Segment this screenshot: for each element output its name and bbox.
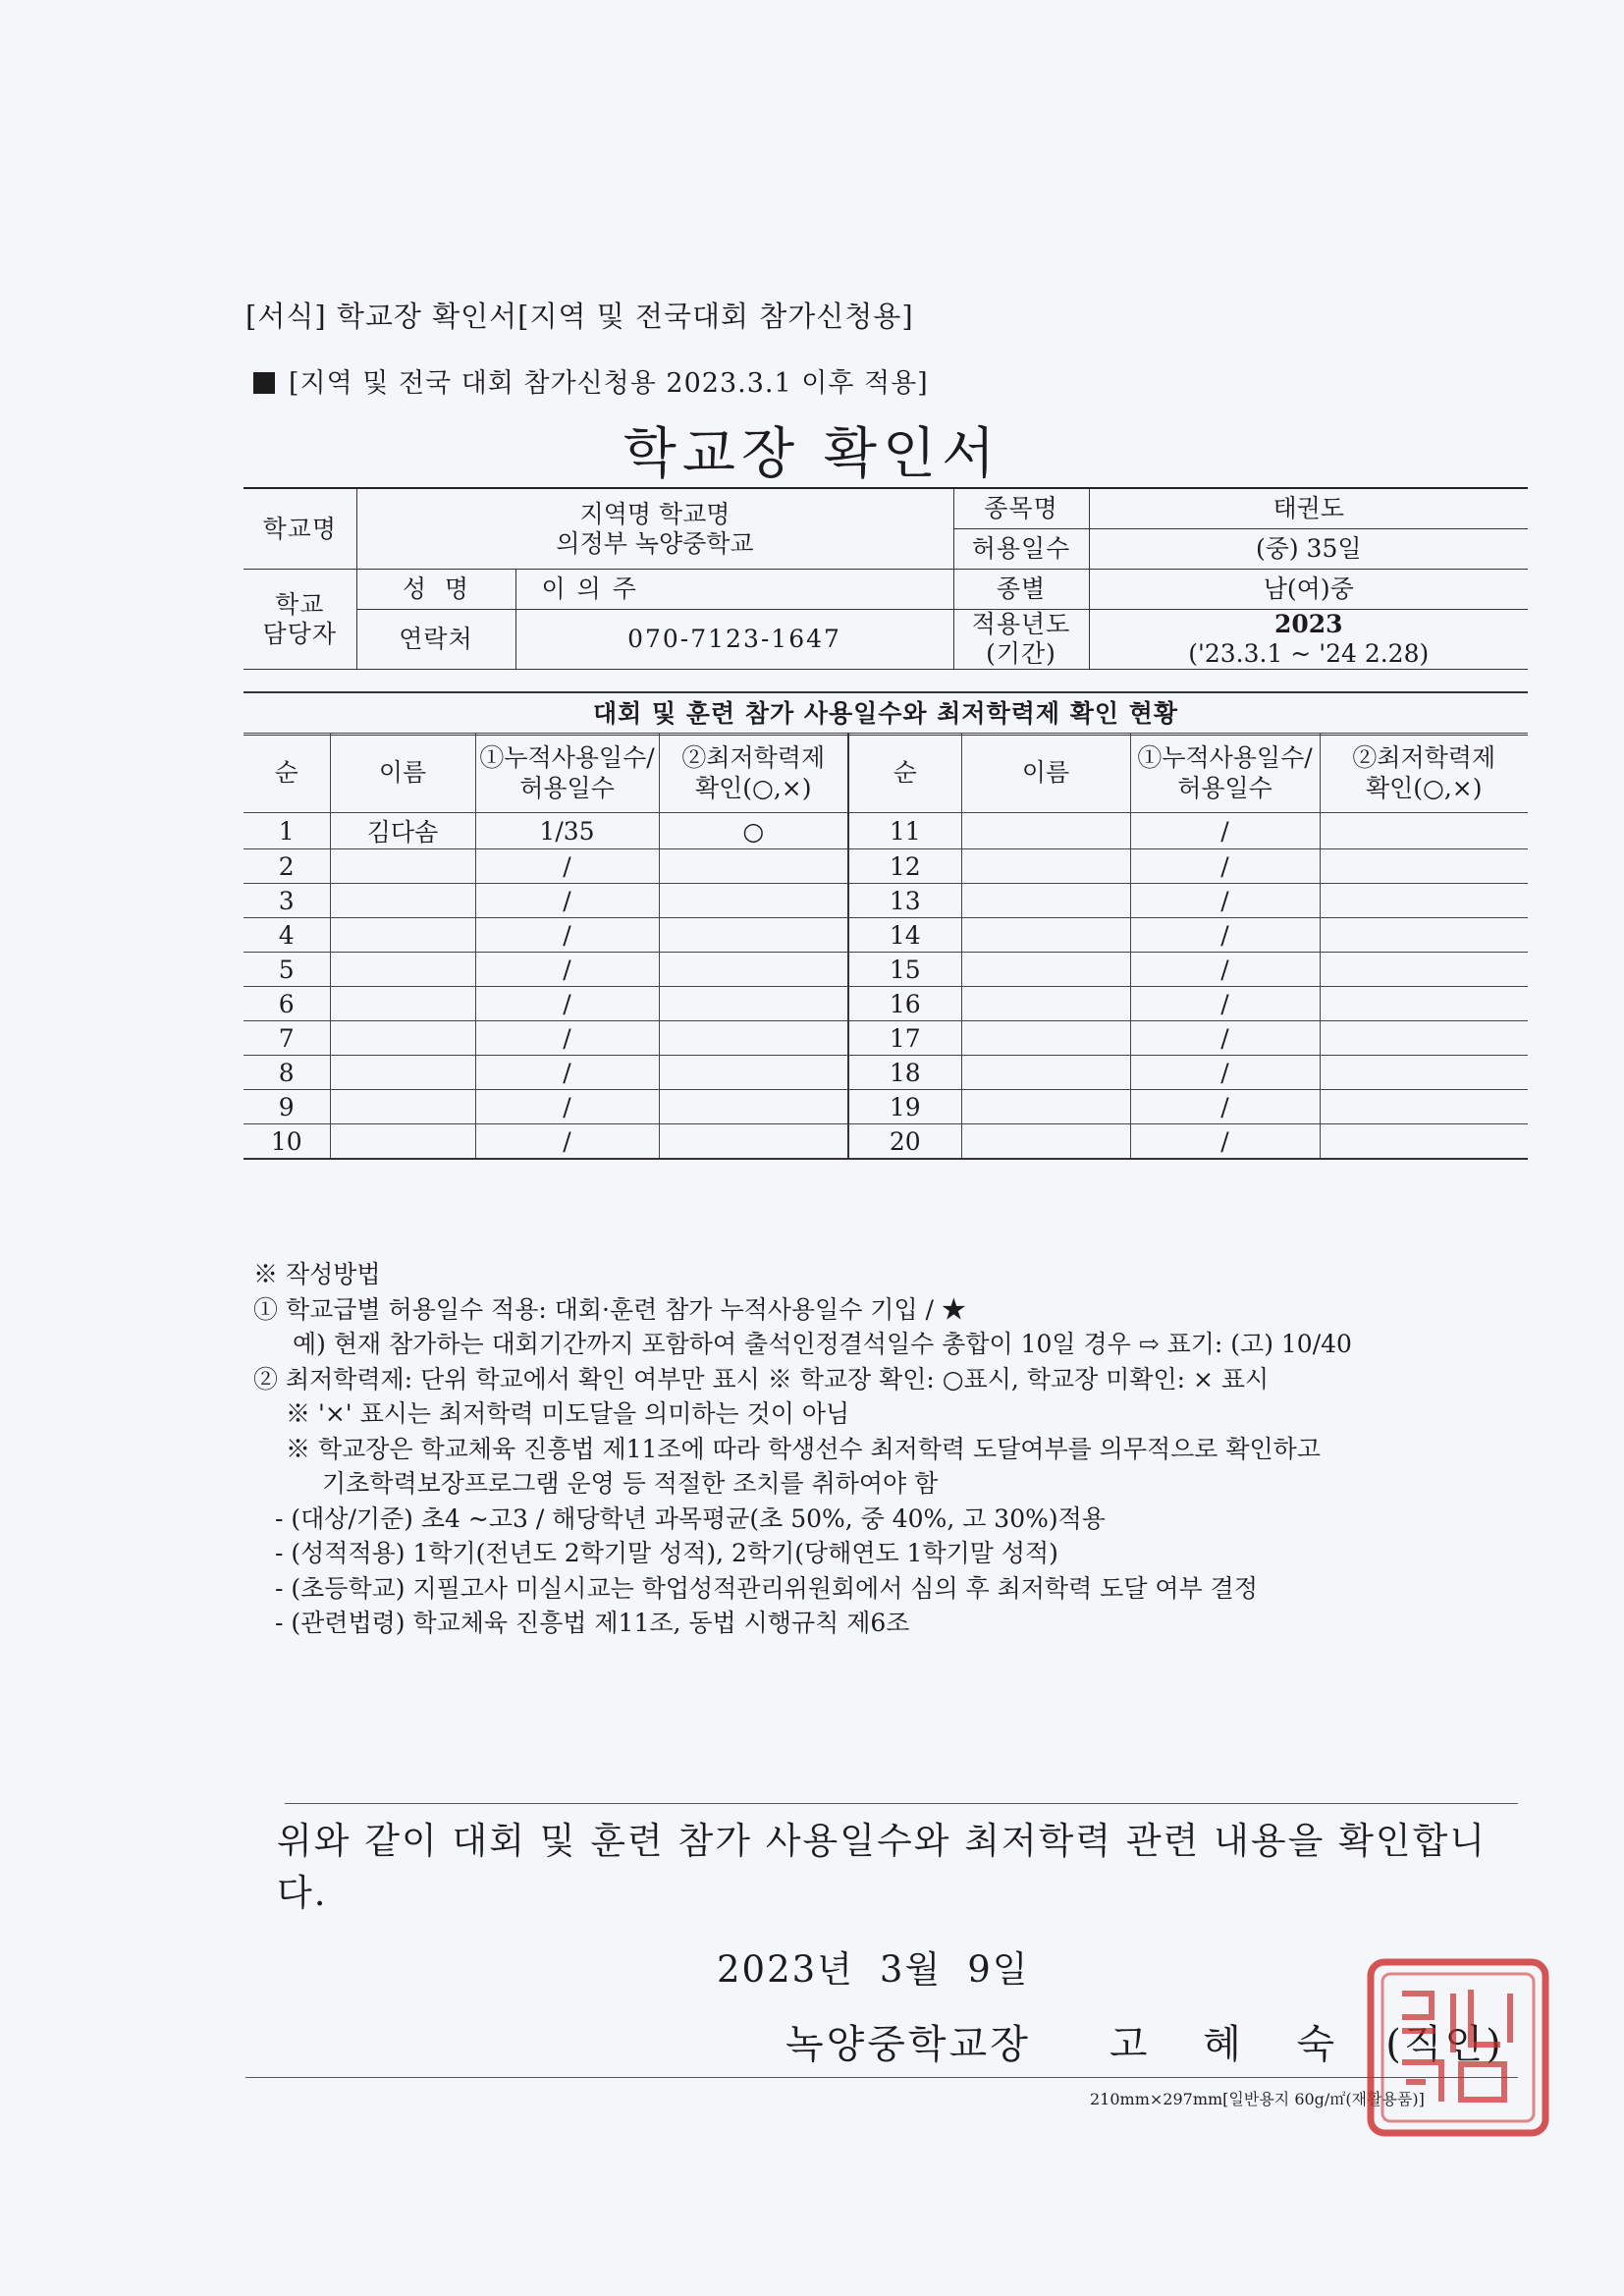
row-name [330,884,475,918]
row-check [1320,918,1528,953]
note-1: ① 학교급별 허용일수 적용: 대회·훈련 참가 누적사용일수 기입 / ★ [253,1294,966,1324]
row-no: 1 [244,813,330,849]
manager-label [244,570,356,670]
row-no: 11 [848,813,961,849]
square-bullet-icon [253,372,275,394]
row-no: 20 [848,1124,961,1160]
name-label: 성 명 [356,570,515,610]
note-2-b-cont: 기초학력보장프로그램 운영 등 적절한 조치를 취하여야 함 [322,1469,939,1498]
row-name [330,1021,475,1056]
instructions [253,1257,1352,1641]
roster-band-title: 대회 및 훈련 참가 사용일수와 최저학력제 확인 현황 [244,691,1528,736]
principal-name: 고 혜 숙 [1109,2022,1357,2067]
row-check [659,1124,848,1160]
row-name [961,1021,1130,1056]
note-2-b: ※ 학교장은 학교체육 진흥법 제11조에 따라 학생선수 최저학력 도달여부를 의무적으로 확인하고 [286,1434,1321,1463]
allowed-days-label: 허용일수 [953,529,1089,570]
year-value: 2023 [1273,610,1343,638]
allowed-days-value: (중) 35일 [1089,529,1528,570]
row-no: 14 [848,918,961,953]
row-days: / [1130,987,1320,1021]
row-name [330,849,475,884]
header-days [475,734,659,813]
row-no: 13 [848,884,961,918]
school-line1: 지역명 학교명 [579,499,731,528]
row-check [659,1090,848,1124]
subtitle-text: [지역 및 전국 대회 참가신청용 2023.3.1 이후 적용] [289,368,929,399]
row-name [961,1124,1130,1160]
row-name [961,813,1130,849]
school-line2: 의정부 녹양중학교 [556,528,754,558]
header-min-2: 확인(○,×) [694,774,812,802]
paper-spec: 210mm×297mm[일반용지 60g/㎡(재활용품)] [1090,2090,1425,2108]
row-check [659,953,848,987]
header-min-2: 확인(○,×) [1365,774,1483,802]
detail-4: - (관련법령) 학교체육 진흥법 제11조, 동법 시행규칙 제6조 [275,1609,910,1637]
row-check [1320,884,1528,918]
row-name [961,1056,1130,1090]
header-min [659,734,848,813]
note-1-example: 예) 현재 참가하는 대회기간까지 포함하여 출석인정결석일수 총합이 10일 경우 ⇨ 표기: (고) 10/40 [293,1330,1352,1358]
contact-label: 연락처 [356,610,515,670]
row-check [1320,987,1528,1021]
row-check [1320,1056,1528,1090]
school-info-table [244,487,1528,670]
table-row [244,953,1528,987]
table-row [244,1056,1528,1090]
row-days: / [475,987,659,1021]
row-name [961,918,1130,953]
year-label [953,610,1089,670]
table-row [244,813,1528,849]
school-value [356,488,953,570]
notes-heading: ※ 작성방법 [253,1260,381,1288]
manager-label-2: 담당자 [262,619,337,648]
issue-date [717,1940,1056,1993]
contact-value: 070-7123-1647 [515,610,953,670]
detail-1: - (대상/기준) 초4 ~고3 / 해당학년 과목평균(초 50%, 중 40%, 고 30%)적용 [275,1503,1106,1533]
row-days: / [1130,1124,1320,1160]
row-days: / [475,953,659,987]
row-days: / [1130,849,1320,884]
row-name [330,953,475,987]
divider [285,1803,1518,1804]
row-name [961,849,1130,884]
roster-table [244,733,1528,1160]
row-check [1320,849,1528,884]
row-no: 7 [244,1021,330,1056]
header-name: 이름 [961,734,1130,813]
row-check [659,918,848,953]
gender-label: 종별 [953,570,1089,610]
header-min [1320,734,1528,813]
row-days: / [475,1021,659,1056]
year-label-1: 적용년도 [971,610,1071,638]
row-days: / [475,849,659,884]
row-check [659,987,848,1021]
school-label: 학교명 [244,488,356,570]
row-no: 15 [848,953,961,987]
form-label: [서식] 학교장 확인서[지역 및 전국대회 참가신청용] [245,300,914,333]
header-min-1: ②최저학력제 [1352,742,1496,772]
detail-3: - (초등학교) 지필고사 미실시교는 학업성적관리위원회에서 심의 후 최저학력 도달 여부 결정 [275,1573,1258,1603]
row-name [330,1090,475,1124]
header-min-1: ②최저학력제 [681,742,826,772]
row-check [1320,1090,1528,1124]
row-check: ○ [659,813,848,849]
row-no: 4 [244,918,330,953]
row-days: 1/35 [475,813,659,849]
row-name [961,953,1130,987]
table-row [244,1090,1528,1124]
row-no: 9 [244,1090,330,1124]
row-days: / [1130,1056,1320,1090]
row-days: / [475,1090,659,1124]
date-year: 2023년 [717,1948,854,1991]
table-row [244,884,1528,918]
header-days-2: 허용일수 [1177,774,1272,802]
header-no: 순 [244,734,330,813]
date-day: 9일 [967,1948,1030,1991]
header-days-1: ①누적사용일수/ [1137,742,1313,772]
row-days: / [1130,1090,1320,1124]
row-days: / [1130,1021,1320,1056]
row-days: / [475,1124,659,1160]
year-value-cell [1089,610,1528,670]
row-days: / [1130,918,1320,953]
roster-header-row [244,734,1528,813]
row-no: 16 [848,987,961,1021]
school-seal-stamp [1363,1954,1553,2141]
year-range: ('23.3.1 ~ '24 2.28) [1188,639,1430,668]
manager-label-1: 학교 [275,589,325,619]
row-days: / [475,918,659,953]
header-name: 이름 [330,734,475,813]
row-no: 3 [244,884,330,918]
header-days [1130,734,1320,813]
row-no: 2 [244,849,330,884]
row-check [659,884,848,918]
row-days: / [475,884,659,918]
row-name [330,1124,475,1160]
detail-2: - (성적적용) 1학기(전년도 2학기말 성적), 2학기(당해연도 1학기말 성적) [275,1539,1058,1567]
row-no: 6 [244,987,330,1021]
event-value: 태권도 [1089,488,1528,529]
row-days: / [1130,953,1320,987]
confirmation-text: 위와 같이 대회 및 훈련 참가 사용일수와 최저학력 관련 내용을 확인합니다. [277,1820,1488,1914]
row-name [961,884,1130,918]
row-check [659,1021,848,1056]
subtitle [253,361,929,400]
event-label: 종목명 [953,488,1089,529]
row-name [330,1056,475,1090]
row-check [659,1056,848,1090]
row-no: 5 [244,953,330,987]
table-row [244,849,1528,884]
row-no: 8 [244,1056,330,1090]
header-days-2: 허용일수 [519,774,615,802]
row-name [330,987,475,1021]
header-no: 순 [848,734,961,813]
row-check [1320,953,1528,987]
row-check [1320,813,1528,849]
row-no: 12 [848,849,961,884]
row-days: / [475,1056,659,1090]
header-days-1: ①누적사용일수/ [479,742,655,772]
row-days: / [1130,884,1320,918]
seal-label: (직인) [1385,2022,1504,2067]
page-title: 학교장 확인서 [623,422,1001,486]
row-no: 17 [848,1021,961,1056]
row-check [1320,1124,1528,1160]
row-name: 김다솜 [330,813,475,849]
row-check [659,849,848,884]
note-2-a: ※ '×' 표시는 최저학력 미도달을 의미하는 것이 아님 [286,1399,850,1428]
row-check [1320,1021,1528,1056]
principal-title: 녹양중학교장 [785,2022,1031,2067]
table-row [244,1124,1528,1160]
date-month: 3월 [879,1948,943,1991]
year-label-2: (기간) [986,639,1056,668]
table-row [244,987,1528,1021]
note-2: ② 최저학력제: 단위 학교에서 확인 여부만 표시 ※ 학교장 확인: ○표시, 학교장 미확인: × 표시 [253,1364,1270,1394]
table-row [244,1021,1528,1056]
gender-value: 남(여)중 [1089,570,1528,610]
row-name [330,918,475,953]
row-name [961,1090,1130,1124]
name-value: 이 의 주 [515,570,953,610]
row-no: 10 [244,1124,330,1160]
row-no: 18 [848,1056,961,1090]
row-days: / [1130,813,1320,849]
row-name [961,987,1130,1021]
table-row [244,918,1528,953]
divider [245,2077,1518,2078]
row-no: 19 [848,1090,961,1124]
